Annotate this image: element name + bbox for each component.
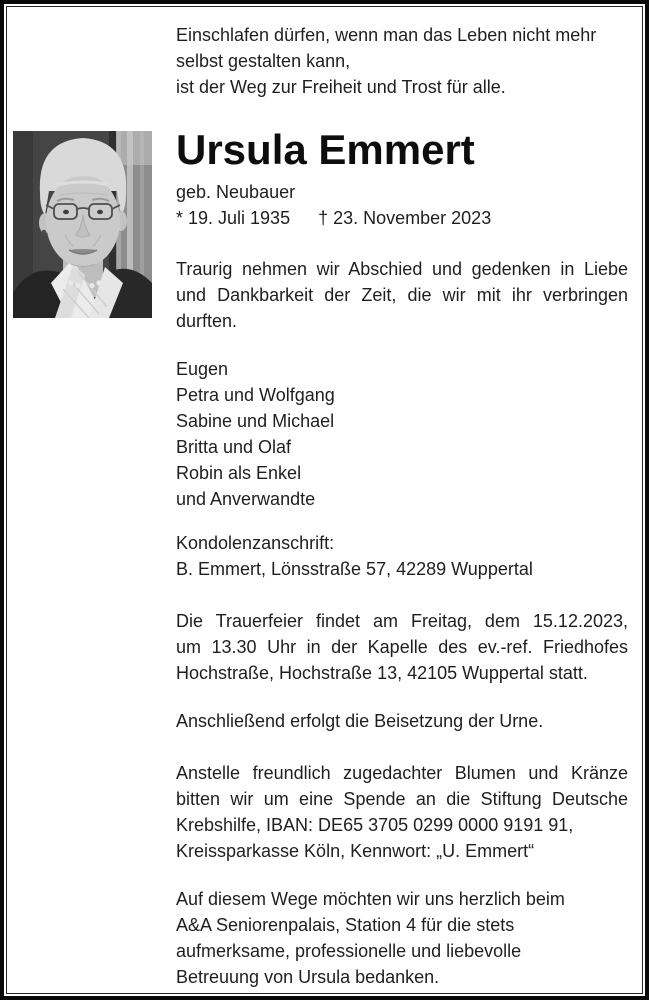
- maiden-name: geb. Neubauer: [176, 182, 296, 202]
- mourner-name: und Anverwandte: [176, 489, 316, 509]
- obituary-line: und Dankbarkeit der Zeit, die wir mit ihr verbringen: [176, 285, 628, 305]
- donation-line: Krebshilfe, IBAN: DE65 3705 0299 0000 9191 91,: [176, 815, 574, 835]
- funeral-line: Hochstraße, Hochstraße 13, 42105 Wuppertal statt.: [176, 663, 588, 683]
- obituary-line: Traurig nehmen wir Abschied und gedenken in Liebe: [176, 259, 628, 279]
- obituary-line: durften.: [176, 311, 238, 331]
- mourner-name: Eugen: [176, 359, 229, 379]
- notice-text-column: [176, 0, 628, 990]
- epigraph: [176, 22, 628, 100]
- donation-line: Anstelle freundlich zugedachter Blumen und Kränze: [176, 763, 628, 783]
- mourner-name: Britta und Olaf: [176, 437, 292, 457]
- birth-date: * 19. Juli 1935: [176, 208, 291, 228]
- mourners-list: [176, 356, 628, 512]
- mourner-name: Petra und Wolfgang: [176, 385, 335, 405]
- deceased-name: Ursula Emmert: [176, 126, 475, 173]
- mourner-name: Robin als Enkel: [176, 463, 302, 483]
- mourner-name: Sabine und Michael: [176, 411, 335, 431]
- funeral-paragraph: [176, 608, 628, 686]
- epigraph-line: Einschlafen dürfen, wenn man das Leben nicht mehr: [176, 25, 597, 45]
- donation-line: bitten wir um eine Spende an die Stiftung Deutsche: [176, 789, 628, 809]
- condolence-address: [176, 530, 628, 582]
- condolence-label: Kondolenzanschrift:: [176, 533, 335, 553]
- burial-paragraph: [176, 708, 628, 734]
- obituary-paragraph: [176, 256, 628, 334]
- epigraph-line: selbst gestalten kann,: [176, 51, 351, 71]
- portrait-photo-graphic: [13, 131, 152, 318]
- donation-line: Kreissparkasse Köln, Kennwort: „U. Emmert“: [176, 841, 535, 861]
- condolence-address-line: B. Emmert, Lönsstraße 57, 42289 Wuppertal: [176, 559, 533, 579]
- thanks-line: Betreuung von Ursula bedanken.: [176, 967, 440, 987]
- thanks-line: A&A Seniorenpalais, Station 4 für die stets: [176, 915, 515, 935]
- epigraph-line: ist der Weg zur Freiheit und Trost für alle.: [176, 77, 506, 97]
- burial-line: Anschließend erfolgt die Beisetzung der Urne.: [176, 711, 544, 731]
- thanks-line: Auf diesem Wege möchten wir uns herzlich beim: [176, 889, 565, 909]
- funeral-line: Die Trauerfeier findet am Freitag, dem 15.12.2023,: [176, 611, 628, 631]
- funeral-line: um 13.30 Uhr in der Kapelle des ev.-ref. Friedhofes: [176, 637, 628, 657]
- thanks-line: aufmerksame, professionelle und liebevolle: [176, 941, 522, 961]
- donation-paragraph: [176, 760, 628, 864]
- thanks-paragraph: [176, 886, 628, 990]
- portrait-photo: [13, 131, 152, 318]
- life-dates: [176, 205, 628, 231]
- death-date: † 23. November 2023: [318, 208, 492, 228]
